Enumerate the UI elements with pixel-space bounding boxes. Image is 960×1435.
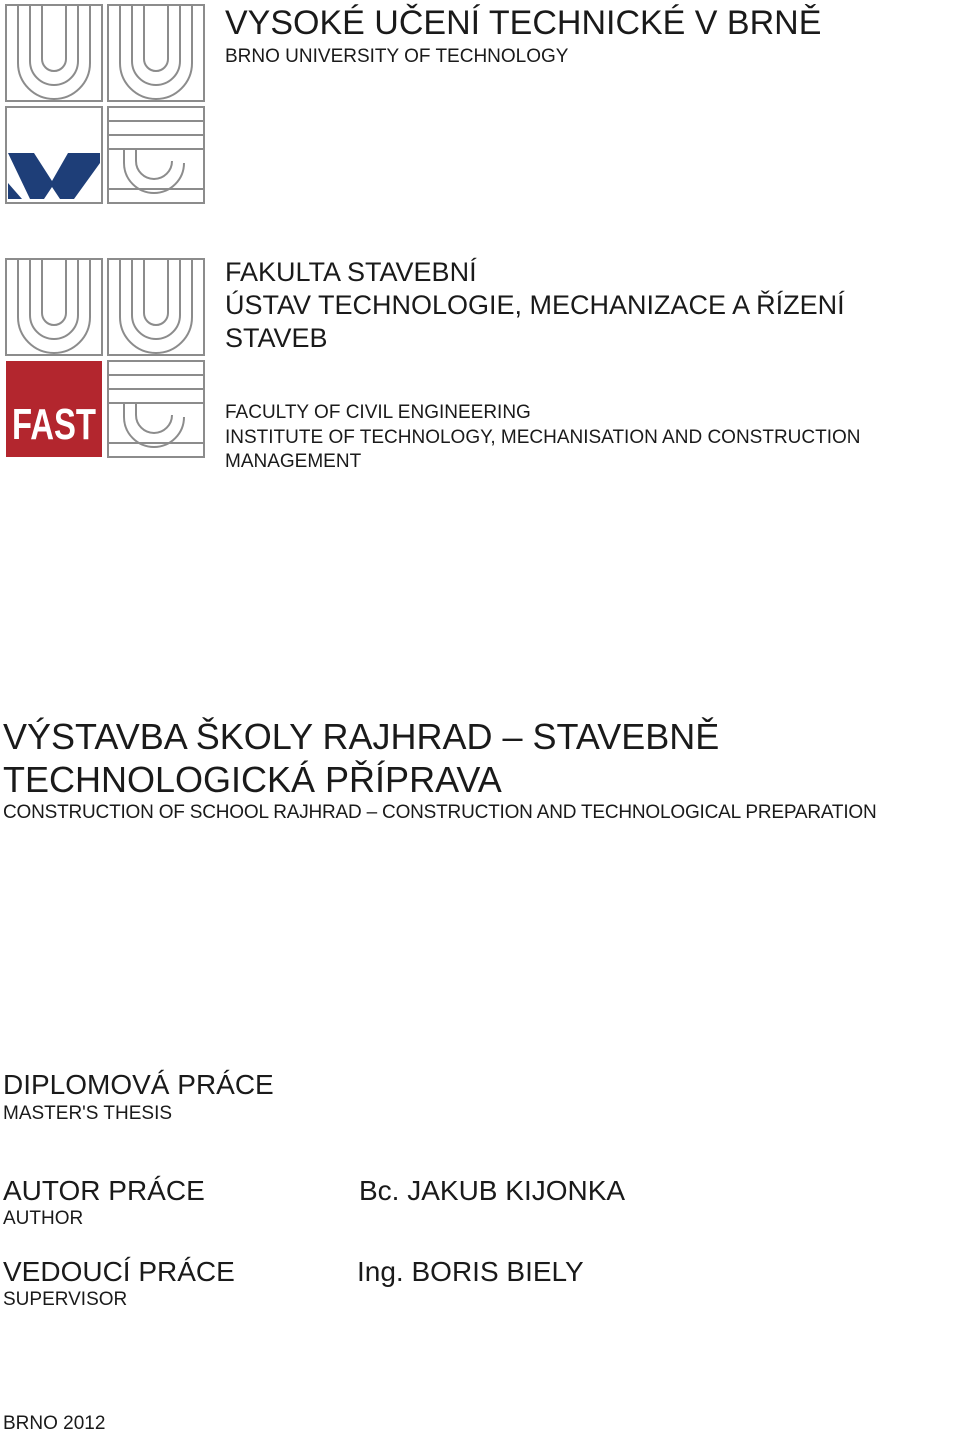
institute-cz-line2: STAVEB — [225, 323, 328, 353]
thesis-title-cz-line2: TECHNOLOGICKÁ PŘÍPRAVA — [3, 759, 502, 800]
faculty-name-en: FACULTY OF CIVIL ENGINEERING — [225, 402, 531, 423]
place-year: BRNO 2012 — [3, 1413, 106, 1434]
university-name-en: BRNO UNIVERSITY OF TECHNOLOGY — [225, 46, 569, 67]
fast-logo-text: FAST — [12, 400, 97, 449]
thesis-type-cz: DIPLOMOVÁ PRÁCE — [3, 1069, 274, 1100]
university-name-cz: VYSOKÉ UČENÍ TECHNICKÉ V BRNĚ — [225, 4, 822, 42]
author-name: Bc. JAKUB KIJONKA — [359, 1175, 626, 1206]
faculty-name-cz: FAKULTA STAVEBNÍ — [225, 257, 477, 287]
vut-logo — [4, 3, 208, 207]
supervisor-label-cz: VEDOUCÍ PRÁCE — [3, 1256, 235, 1287]
vut-w-mark — [8, 153, 100, 199]
thesis-type-en: MASTER'S THESIS — [3, 1103, 173, 1124]
institute-en-line1: INSTITUTE OF TECHNOLOGY, MECHANISATION AND CONSTRUCTION — [225, 427, 861, 448]
author-label-en: AUTHOR — [3, 1208, 84, 1229]
institute-en-line2: MANAGEMENT — [225, 451, 362, 472]
fast-logo — [4, 257, 208, 461]
thesis-title-cz-line1: VÝSTAVBA ŠKOLY RAJHRAD – STAVEBNĚ — [3, 716, 720, 757]
author-label-cz: AUTOR PRÁCE — [3, 1175, 205, 1206]
institute-cz-line1: ÚSTAV TECHNOLOGIE, MECHANIZACE A ŘÍZENÍ — [225, 290, 845, 320]
thesis-title-en: CONSTRUCTION OF SCHOOL RAJHRAD – CONSTRUCTION AND TECHNOLOGICAL PREPARATION — [3, 802, 877, 823]
supervisor-name: Ing. BORIS BIELY — [357, 1256, 584, 1287]
supervisor-label-en: SUPERVISOR — [3, 1289, 128, 1310]
